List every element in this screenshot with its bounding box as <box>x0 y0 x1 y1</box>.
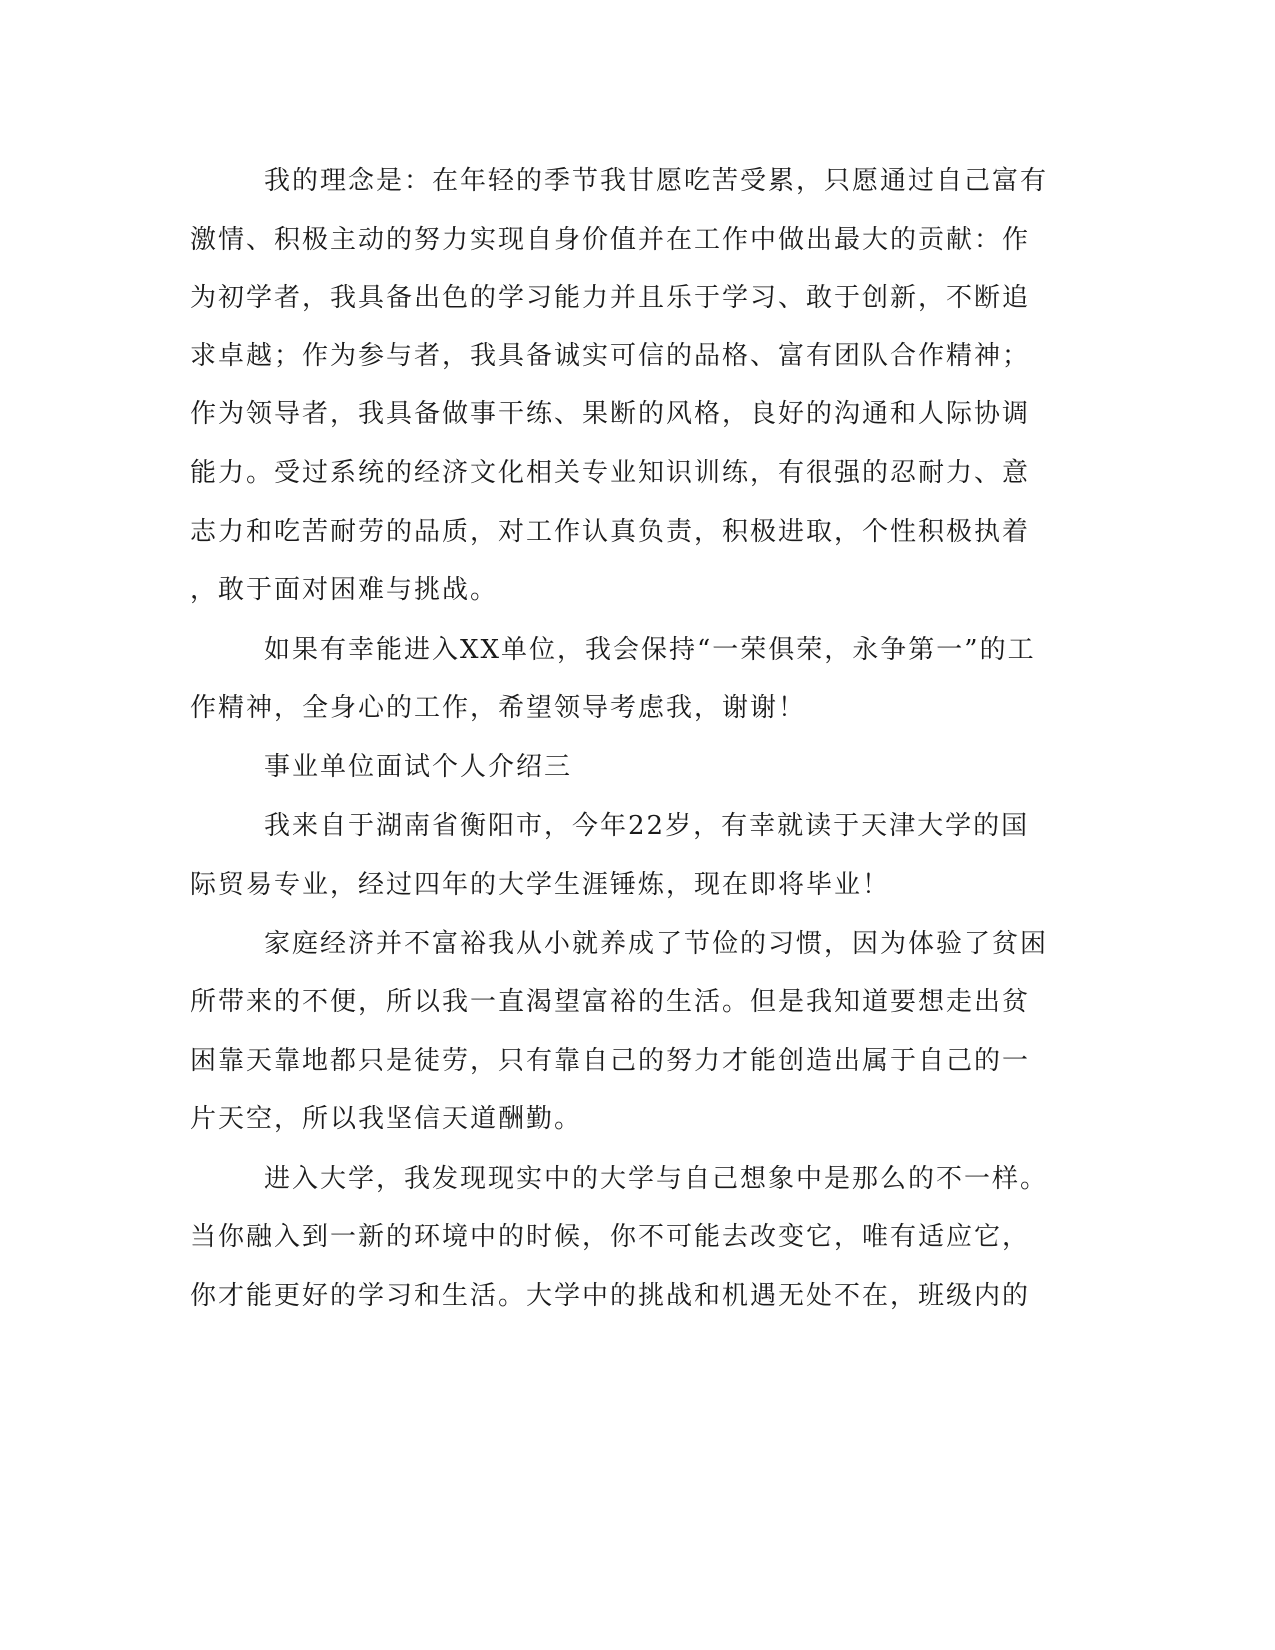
text-line: 作为领导者，我具备做事干练、果断的风格，良好的沟通和人际协调 <box>190 399 1031 429</box>
text-line: ，敢于面对困难与挑战。 <box>190 575 499 605</box>
text-line: 片天空，所以我坚信天道酬勤。 <box>190 1104 583 1134</box>
text-line: 激情、积极主动的努力实现自身价值并在工作中做出最大的贡献：作 <box>190 225 1031 255</box>
text-line: 困靠天靠地都只是徒劳，只有靠自己的努力才能创造出属于自己的一 <box>190 1046 1031 1076</box>
text-line: 际贸易专业，经过四年的大学生涯锤炼，现在即将毕业！ <box>190 870 891 900</box>
text-line: 我的理念是：在年轻的季节我甘愿吃苦受累，只愿通过自己富有 <box>264 166 1049 196</box>
text-line: 作精神，全身心的工作，希望领导考虑我，谢谢！ <box>190 693 807 723</box>
text-line: 所带来的不便，所以我一直渴望富裕的生活。但是我知道要想走出贫 <box>190 987 1031 1017</box>
text-line: 如果有幸能进入XX单位，我会保持“一荣俱荣，永争第一”的工 <box>264 635 1036 665</box>
text-line: 进入大学，我发现现实中的大学与自己想象中是那么的不一样。 <box>264 1164 1049 1194</box>
text-line: 当你融入到一新的环境中的时候，你不可能去改变它，唯有适应它， <box>190 1222 1031 1252</box>
text-line: 家庭经济并不富裕我从小就养成了节俭的习惯，因为体验了贫困 <box>264 929 1049 959</box>
text-line: 我来自于湖南省衡阳市，今年22岁，有幸就读于天津大学的国 <box>264 811 1030 841</box>
text-line: 求卓越；作为参与者，我具备诚实可信的品格、富有团队合作精神； <box>190 341 1031 371</box>
section-heading: 事业单位面试个人介绍三 <box>264 752 573 782</box>
text-line: 为初学者，我具备出色的学习能力并且乐于学习、敢于创新，不断追 <box>190 283 1031 313</box>
text-line: 志力和吃苦耐劳的品质，对工作认真负责，积极进取，个性积极执着 <box>190 517 1031 547</box>
text-line: 能力。受过系统的经济文化相关专业知识训练，有很强的忍耐力、意 <box>190 458 1031 488</box>
text-line: 你才能更好的学习和生活。大学中的挑战和机遇无处不在，班级内的 <box>190 1281 1031 1311</box>
